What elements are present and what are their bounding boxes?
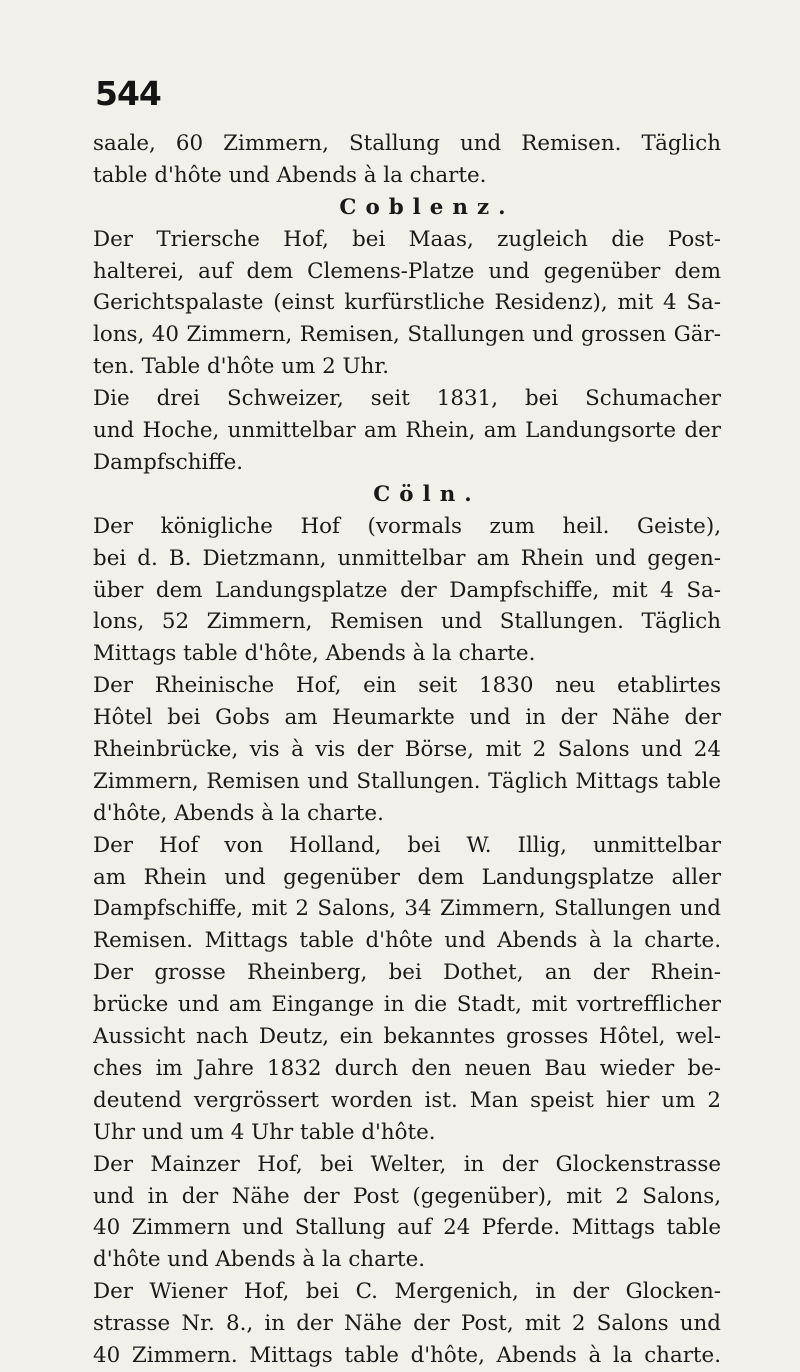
text-line: Hôtel bei Gobs am Heumarkte und in der Nähe der <box>93 705 721 731</box>
text-line: 40 Zimmern und Stallung auf 24 Pferde. Mittags table <box>93 1215 721 1241</box>
text-line: Dampfschiffe. <box>93 449 244 475</box>
text-line: Dampfschiffe, mit 2 Salons, 34 Zimmern, Stallungen und <box>93 896 721 922</box>
city-heading: Coblenz. <box>339 194 515 220</box>
text-line: Der königliche Hof (vormals zum heil. Geiste), <box>93 513 721 539</box>
text-line: Der grosse Rheinberg, bei Dothet, an der Rhein- <box>93 960 721 986</box>
page-number: 544 <box>95 74 161 113</box>
text-line: saale, 60 Zimmern, Stallung und Remisen. Täglich <box>93 131 721 156</box>
text-line: Uhr und um 4 Uhr table d'hôte. <box>93 1119 436 1145</box>
text-line: table d'hôte und Abends à la charte. <box>93 162 487 188</box>
text-line: und Hoche, unmittelbar am Rhein, am Landungsorte der <box>93 418 721 444</box>
text-line: Der Triersche Hof, bei Maas, zugleich die Post- <box>93 226 721 252</box>
text-line: halterei, auf dem Clemens-Platze und gegenüber dem <box>93 258 721 284</box>
text-line: am Rhein und gegenüber dem Landungsplatze aller <box>93 864 721 890</box>
text-line: über dem Landungsplatze der Dampfschiffe, mit 4 Sa- <box>93 577 721 603</box>
page-body <box>93 128 721 1372</box>
text-line: Remisen. Mittags table d'hôte und Abends à la charte. <box>93 928 721 954</box>
text-line: Aussicht nach Deutz, ein bekanntes grosses Hôtel, wel- <box>93 1024 721 1050</box>
text-line: Zimmern, Remisen und Stallungen. Täglich Mittags table <box>93 768 721 794</box>
text-line: Der Wiener Hof, bei C. Mergenich, in der Glocken- <box>93 1279 721 1305</box>
text-line: strasse Nr. 8., in der Nähe der Post, mit 2 Salons und <box>93 1311 721 1337</box>
text-line: ten. Table d'hôte um 2 Uhr. <box>93 354 390 380</box>
text-line: d'hôte und Abends à la charte. <box>93 1247 426 1273</box>
text-line: Mittags table d'hôte, Abends à la charte. <box>93 641 536 667</box>
text-line: Die drei Schweizer, seit 1831, bei Schumacher <box>93 386 721 412</box>
text-line: Der Hof von Holland, bei W. Illig, unmittelbar <box>93 832 721 858</box>
text-line: lons, 40 Zimmern, Remisen, Stallungen und grossen Gär- <box>93 322 721 348</box>
text-line: Der Rheinische Hof, ein seit 1830 neu etablirtes <box>93 673 721 699</box>
text-line: Rheinbrücke, vis à vis der Börse, mit 2 Salons und 24 <box>93 737 721 763</box>
text-line: lons, 52 Zimmern, Remisen und Stallungen. Täglich <box>93 609 721 635</box>
city-heading: Cöln. <box>373 481 481 507</box>
text-line: d'hôte, Abends à la charte. <box>93 800 384 826</box>
text-line: deutend vergrössert worden ist. Man speist hier um 2 <box>93 1087 721 1113</box>
text-line: Der Mainzer Hof, bei Welter, in der Glockenstrasse <box>93 1151 721 1177</box>
text-line: 40 Zimmern. Mittags table d'hôte, Abends à la charte. <box>93 1342 721 1368</box>
text-line: brücke und am Eingange in die Stadt, mit vortrefflicher <box>93 992 721 1018</box>
text-line: Gerichtspalaste (einst kurfürstliche Residenz), mit 4 Sa- <box>93 290 721 316</box>
text-line: bei d. B. Dietzmann, unmittelbar am Rhein und gegen- <box>93 545 721 571</box>
text-line: ches im Jahre 1832 durch den neuen Bau wieder be- <box>93 1055 721 1081</box>
text-line: und in der Nähe der Post (gegenüber), mit 2 Salons, <box>93 1183 721 1209</box>
